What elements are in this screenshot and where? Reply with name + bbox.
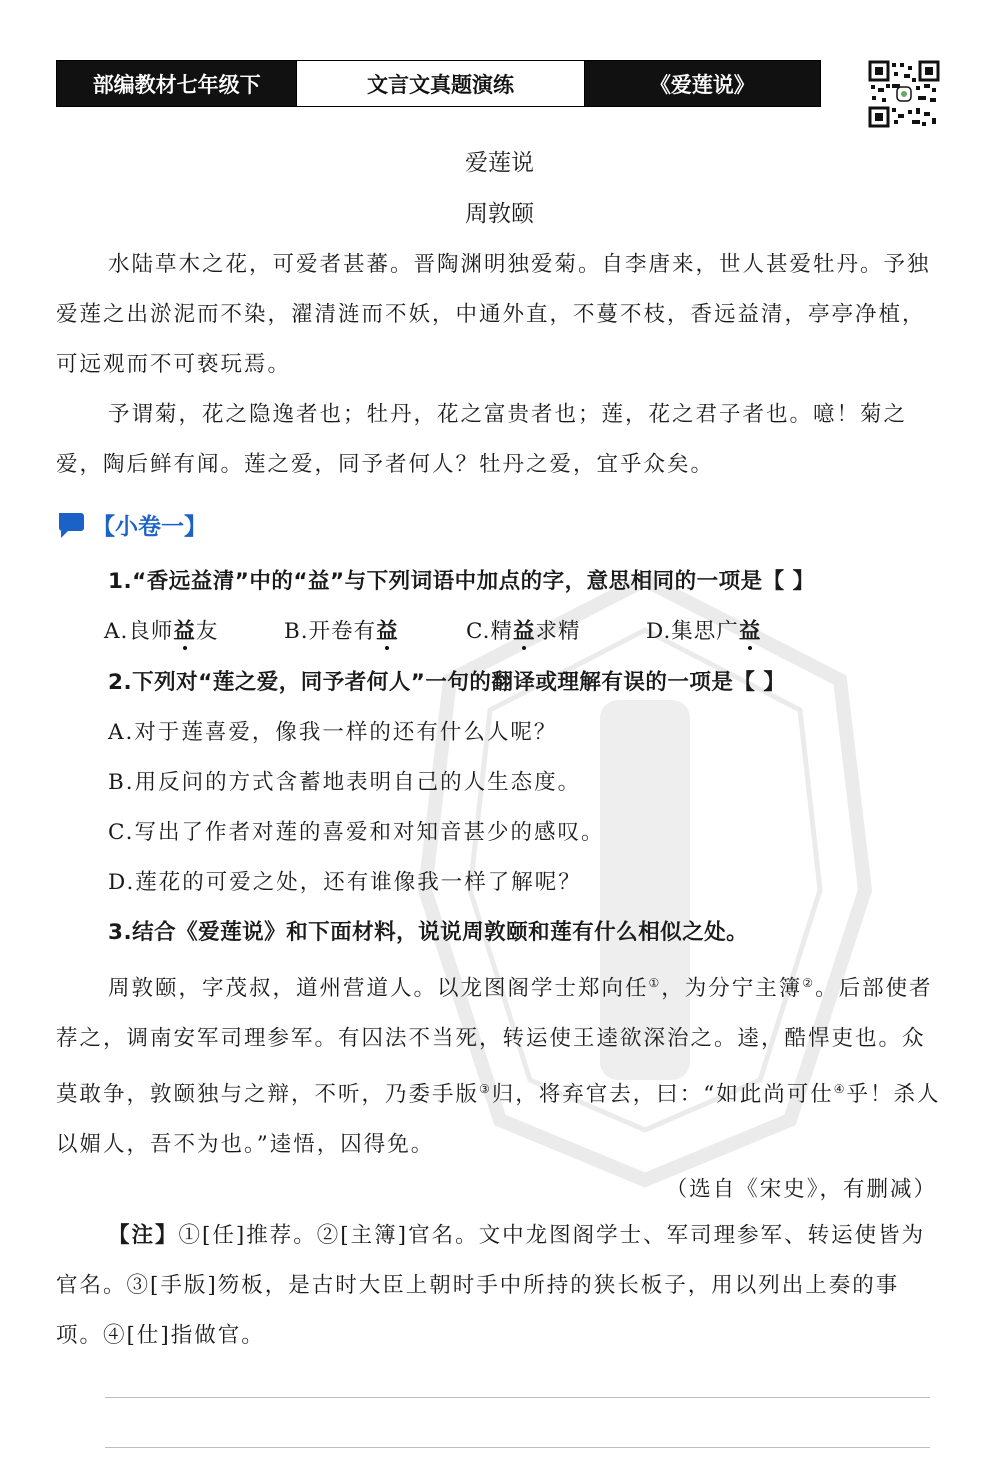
q1-option-b: B.开卷有益	[284, 619, 399, 644]
header-bar	[56, 60, 821, 107]
q1-option-d: D.集思广益	[646, 619, 762, 644]
notes-label: 【注】	[108, 1223, 179, 1248]
dotted-character: 益	[173, 619, 196, 644]
article-title: 爱莲说	[465, 150, 534, 176]
passage-paragraph-1: 水陆草木之花，可爱者甚蕃。晋陶渊明独爱菊。自李唐来，世人甚爱牡丹。予独爱莲之出淤泥而不染，濯清涟而不妖，中通外直，不蔓不枝，香远益清，亭亭净植，可远观而不可亵玩焉。	[56, 252, 931, 377]
notes: 【注】①[任]推荐。②[主簿]官名。文中龙图阁学士、军司理参军、转运使皆为官名。③[手版]笏板，是古时大臣上朝时手中所持的狭长板子，用以列出上奏的事项。④[仕]指做官。	[56, 1223, 926, 1348]
passage-paragraph-2: 予谓菊，花之隐逸者也；牡丹，花之富贵者也；莲，花之君子者也。噫！菊之爱，陶后鲜有闻。莲之爱，同予者何人？牡丹之爱，宜乎众矣。	[56, 402, 908, 477]
q2-option-b: B.用反问的方式含蓄地表明自己的人生态度。	[108, 770, 582, 795]
dotted-character: 益	[738, 619, 762, 644]
dotted-character: 益	[376, 619, 399, 644]
qr-code-icon	[868, 60, 940, 128]
answer-line	[105, 1397, 930, 1398]
q2-option-d: D.莲花的可爱之处，还有谁像我一样了解呢？	[108, 870, 582, 895]
dotted-character: 益	[513, 619, 536, 644]
answer-line	[105, 1447, 930, 1448]
question-1: 1.“香远益清”中的“益”与下列词语中加点的字，意思相同的一项是【 】	[108, 569, 815, 594]
question-3: 3.结合《爱莲说》和下面材料，说说周敦颐和莲有什么相似之处。	[108, 920, 749, 945]
note-icon	[56, 510, 86, 540]
q2-option-a: A.对于莲喜爱，像我一样的还有什么人呢？	[108, 720, 558, 745]
q1-option-c: C.精益求精	[466, 619, 581, 644]
q2-option-c: C.写出了作者对莲的喜爱和对知音甚少的感叹。	[108, 820, 605, 845]
question-2: 2.下列对“莲之爱，同予者何人”一句的翻译或理解有误的一项是【 】	[108, 670, 786, 695]
q3-material: 周敦颐，字茂叔，道州营道人。以龙图阁学士郑向任①，为分宁主簿②。后部使者荐之，调南安军司理参军。有囚法不当死，转运使王逵欲深治之。逵，酷悍吏也。众莫敢争，敦颐独与之辩，不听，乃委手版③归，将弃官去，曰：“如此尚可仕④乎！杀人以媚人，吾不为也。”逵悟，囚得免。	[56, 976, 941, 1158]
q1-option-a: A.良师益友	[104, 619, 219, 644]
article-author: 周敦颐	[465, 201, 534, 227]
header-grade: 部编教材七年级下	[57, 61, 296, 106]
material-source: （选自《宋史》，有删减）	[665, 1177, 937, 1202]
section-label: 【小卷一】	[92, 514, 207, 540]
header-topic: 文言文真题演练	[296, 61, 584, 106]
header-title: 《爱莲说》	[585, 61, 820, 106]
section-header	[56, 508, 207, 541]
